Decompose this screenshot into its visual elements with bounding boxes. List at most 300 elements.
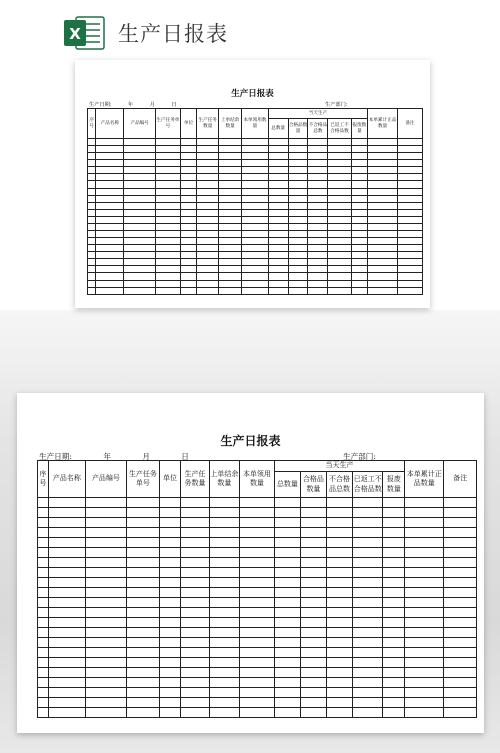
table-cell[interactable]	[38, 688, 49, 698]
table-cell[interactable]	[288, 245, 308, 252]
table-cell[interactable]	[218, 209, 241, 216]
table-cell[interactable]	[38, 608, 49, 618]
table-cell[interactable]	[96, 259, 124, 266]
table-cell[interactable]	[328, 146, 351, 153]
table-cell[interactable]	[38, 698, 49, 708]
table-cell[interactable]	[209, 588, 239, 598]
table-cell[interactable]	[127, 498, 160, 508]
table-cell[interactable]	[218, 160, 241, 167]
table-cell[interactable]	[155, 287, 180, 294]
table-cell[interactable]	[159, 588, 181, 598]
table-cell[interactable]	[326, 508, 352, 518]
table-cell[interactable]	[242, 238, 269, 245]
table-cell[interactable]	[85, 498, 126, 508]
table-cell[interactable]	[326, 528, 352, 538]
table-cell[interactable]	[326, 708, 352, 718]
table-cell[interactable]	[328, 223, 351, 230]
table-cell[interactable]	[181, 688, 209, 698]
table-cell[interactable]	[209, 658, 239, 668]
table-cell[interactable]	[308, 216, 328, 223]
table-cell[interactable]	[308, 139, 328, 146]
table-cell[interactable]	[240, 628, 275, 638]
table-cell[interactable]	[88, 202, 96, 209]
table-cell[interactable]	[274, 518, 300, 528]
table-cell[interactable]	[124, 167, 156, 174]
table-cell[interactable]	[268, 259, 288, 266]
table-cell[interactable]	[274, 688, 300, 698]
table-cell[interactable]	[351, 273, 368, 280]
table-cell[interactable]	[124, 231, 156, 238]
table-cell[interactable]	[326, 578, 352, 588]
table-cell[interactable]	[85, 568, 126, 578]
table-cell[interactable]	[218, 287, 241, 294]
table-cell[interactable]	[159, 598, 181, 608]
table-cell[interactable]	[368, 216, 398, 223]
table-cell[interactable]	[288, 223, 308, 230]
table-cell[interactable]	[218, 231, 241, 238]
table-cell[interactable]	[181, 518, 209, 528]
table-cell[interactable]	[159, 518, 181, 528]
table-cell[interactable]	[218, 252, 241, 259]
table-cell[interactable]	[383, 578, 405, 588]
table-cell[interactable]	[326, 628, 352, 638]
table-cell[interactable]	[353, 498, 383, 508]
table-cell[interactable]	[308, 231, 328, 238]
table-cell[interactable]	[88, 273, 96, 280]
table-cell[interactable]	[88, 139, 96, 146]
table-cell[interactable]	[240, 638, 275, 648]
table-cell[interactable]	[181, 628, 209, 638]
table-cell[interactable]	[274, 578, 300, 588]
table-cell[interactable]	[96, 139, 124, 146]
table-cell[interactable]	[124, 223, 156, 230]
table-cell[interactable]	[398, 266, 423, 273]
table-cell[interactable]	[328, 209, 351, 216]
table-cell[interactable]	[88, 259, 96, 266]
table-cell[interactable]	[124, 216, 156, 223]
table-cell[interactable]	[353, 708, 383, 718]
table-cell[interactable]	[308, 160, 328, 167]
table-cell[interactable]	[288, 167, 308, 174]
table-cell[interactable]	[218, 174, 241, 181]
table-cell[interactable]	[308, 273, 328, 280]
table-cell[interactable]	[274, 568, 300, 578]
table-cell[interactable]	[124, 209, 156, 216]
table-cell[interactable]	[353, 698, 383, 708]
table-cell[interactable]	[351, 181, 368, 188]
table-cell[interactable]	[328, 287, 351, 294]
table-cell[interactable]	[38, 708, 49, 718]
table-cell[interactable]	[383, 548, 405, 558]
table-cell[interactable]	[274, 708, 300, 718]
table-cell[interactable]	[444, 508, 477, 518]
table-cell[interactable]	[242, 153, 269, 160]
table-cell[interactable]	[274, 548, 300, 558]
table-cell[interactable]	[127, 668, 160, 678]
table-cell[interactable]	[209, 688, 239, 698]
table-cell[interactable]	[197, 209, 219, 216]
table-cell[interactable]	[308, 153, 328, 160]
table-cell[interactable]	[268, 252, 288, 259]
table-cell[interactable]	[88, 223, 96, 230]
table-cell[interactable]	[197, 252, 219, 259]
table-cell[interactable]	[351, 287, 368, 294]
table-cell[interactable]	[180, 259, 197, 266]
table-cell[interactable]	[383, 688, 405, 698]
table-cell[interactable]	[48, 508, 85, 518]
table-cell[interactable]	[288, 287, 308, 294]
table-cell[interactable]	[218, 167, 241, 174]
table-cell[interactable]	[209, 568, 239, 578]
table-cell[interactable]	[368, 273, 398, 280]
table-cell[interactable]	[353, 588, 383, 598]
table-cell[interactable]	[209, 578, 239, 588]
table-cell[interactable]	[351, 252, 368, 259]
table-cell[interactable]	[398, 287, 423, 294]
table-cell[interactable]	[300, 538, 326, 548]
table-cell[interactable]	[383, 538, 405, 548]
table-cell[interactable]	[326, 568, 352, 578]
table-cell[interactable]	[383, 678, 405, 688]
table-cell[interactable]	[368, 195, 398, 202]
table-cell[interactable]	[38, 538, 49, 548]
table-cell[interactable]	[240, 538, 275, 548]
table-cell[interactable]	[383, 518, 405, 528]
table-cell[interactable]	[181, 618, 209, 628]
table-cell[interactable]	[268, 223, 288, 230]
table-cell[interactable]	[48, 658, 85, 668]
table-cell[interactable]	[96, 202, 124, 209]
table-cell[interactable]	[274, 648, 300, 658]
table-cell[interactable]	[351, 266, 368, 273]
table-cell[interactable]	[288, 216, 308, 223]
table-cell[interactable]	[308, 174, 328, 181]
table-cell[interactable]	[268, 287, 288, 294]
table-cell[interactable]	[155, 238, 180, 245]
table-cell[interactable]	[308, 146, 328, 153]
table-cell[interactable]	[328, 139, 351, 146]
table-cell[interactable]	[444, 578, 477, 588]
table-cell[interactable]	[85, 578, 126, 588]
table-cell[interactable]	[398, 231, 423, 238]
table-cell[interactable]	[197, 231, 219, 238]
table-cell[interactable]	[159, 678, 181, 688]
table-cell[interactable]	[405, 598, 444, 608]
table-cell[interactable]	[368, 223, 398, 230]
table-cell[interactable]	[274, 508, 300, 518]
table-cell[interactable]	[444, 688, 477, 698]
table-cell[interactable]	[383, 588, 405, 598]
table-cell[interactable]	[274, 598, 300, 608]
table-cell[interactable]	[353, 528, 383, 538]
table-cell[interactable]	[398, 181, 423, 188]
table-cell[interactable]	[209, 708, 239, 718]
table-cell[interactable]	[368, 160, 398, 167]
table-cell[interactable]	[242, 167, 269, 174]
table-cell[interactable]	[88, 153, 96, 160]
table-cell[interactable]	[444, 548, 477, 558]
table-cell[interactable]	[197, 216, 219, 223]
table-cell[interactable]	[444, 708, 477, 718]
table-cell[interactable]	[351, 153, 368, 160]
table-cell[interactable]	[353, 578, 383, 588]
table-cell[interactable]	[268, 167, 288, 174]
table-cell[interactable]	[127, 508, 160, 518]
table-cell[interactable]	[48, 618, 85, 628]
table-cell[interactable]	[328, 245, 351, 252]
table-cell[interactable]	[209, 528, 239, 538]
table-cell[interactable]	[351, 245, 368, 252]
table-cell[interactable]	[85, 648, 126, 658]
table-cell[interactable]	[197, 174, 219, 181]
table-cell[interactable]	[444, 598, 477, 608]
table-cell[interactable]	[268, 174, 288, 181]
table-cell[interactable]	[155, 174, 180, 181]
table-cell[interactable]	[288, 280, 308, 287]
table-cell[interactable]	[159, 528, 181, 538]
table-cell[interactable]	[300, 678, 326, 688]
table-cell[interactable]	[127, 618, 160, 628]
table-cell[interactable]	[383, 708, 405, 718]
table-cell[interactable]	[181, 508, 209, 518]
table-cell[interactable]	[300, 638, 326, 648]
table-cell[interactable]	[242, 287, 269, 294]
table-cell[interactable]	[368, 266, 398, 273]
table-cell[interactable]	[242, 195, 269, 202]
table-cell[interactable]	[308, 223, 328, 230]
table-cell[interactable]	[96, 231, 124, 238]
table-cell[interactable]	[48, 518, 85, 528]
table-cell[interactable]	[405, 678, 444, 688]
table-cell[interactable]	[159, 578, 181, 588]
table-cell[interactable]	[88, 174, 96, 181]
table-cell[interactable]	[444, 568, 477, 578]
table-cell[interactable]	[444, 538, 477, 548]
table-cell[interactable]	[124, 202, 156, 209]
table-cell[interactable]	[288, 195, 308, 202]
table-cell[interactable]	[155, 273, 180, 280]
table-cell[interactable]	[398, 280, 423, 287]
table-cell[interactable]	[405, 708, 444, 718]
table-cell[interactable]	[48, 638, 85, 648]
table-cell[interactable]	[368, 280, 398, 287]
table-cell[interactable]	[88, 252, 96, 259]
table-cell[interactable]	[398, 195, 423, 202]
table-cell[interactable]	[351, 209, 368, 216]
table-cell[interactable]	[398, 202, 423, 209]
table-cell[interactable]	[353, 568, 383, 578]
table-cell[interactable]	[180, 245, 197, 252]
table-cell[interactable]	[85, 588, 126, 598]
table-cell[interactable]	[328, 280, 351, 287]
table-cell[interactable]	[155, 146, 180, 153]
table-cell[interactable]	[38, 558, 49, 568]
table-cell[interactable]	[197, 167, 219, 174]
table-cell[interactable]	[300, 618, 326, 628]
table-cell[interactable]	[242, 181, 269, 188]
table-cell[interactable]	[242, 245, 269, 252]
table-cell[interactable]	[405, 688, 444, 698]
table-cell[interactable]	[444, 608, 477, 618]
table-cell[interactable]	[124, 266, 156, 273]
table-cell[interactable]	[155, 252, 180, 259]
table-cell[interactable]	[38, 518, 49, 528]
table-cell[interactable]	[159, 648, 181, 658]
table-cell[interactable]	[353, 638, 383, 648]
table-cell[interactable]	[444, 678, 477, 688]
table-cell[interactable]	[180, 160, 197, 167]
table-cell[interactable]	[300, 608, 326, 618]
table-cell[interactable]	[96, 209, 124, 216]
table-cell[interactable]	[197, 223, 219, 230]
table-cell[interactable]	[127, 678, 160, 688]
table-cell[interactable]	[268, 266, 288, 273]
table-cell[interactable]	[268, 139, 288, 146]
table-cell[interactable]	[274, 698, 300, 708]
table-cell[interactable]	[159, 498, 181, 508]
table-cell[interactable]	[155, 223, 180, 230]
table-cell[interactable]	[242, 146, 269, 153]
table-cell[interactable]	[155, 195, 180, 202]
table-cell[interactable]	[405, 648, 444, 658]
table-cell[interactable]	[274, 608, 300, 618]
table-cell[interactable]	[274, 678, 300, 688]
table-cell[interactable]	[274, 538, 300, 548]
table-cell[interactable]	[155, 216, 180, 223]
table-cell[interactable]	[444, 638, 477, 648]
table-cell[interactable]	[127, 648, 160, 658]
table-cell[interactable]	[398, 139, 423, 146]
table-cell[interactable]	[127, 538, 160, 548]
table-cell[interactable]	[328, 181, 351, 188]
table-cell[interactable]	[268, 160, 288, 167]
table-cell[interactable]	[328, 231, 351, 238]
table-cell[interactable]	[308, 238, 328, 245]
table-cell[interactable]	[383, 698, 405, 708]
table-cell[interactable]	[38, 648, 49, 658]
table-cell[interactable]	[209, 538, 239, 548]
table-cell[interactable]	[181, 668, 209, 678]
table-cell[interactable]	[96, 245, 124, 252]
table-cell[interactable]	[180, 209, 197, 216]
table-cell[interactable]	[368, 139, 398, 146]
table-cell[interactable]	[180, 139, 197, 146]
table-cell[interactable]	[405, 568, 444, 578]
table-cell[interactable]	[242, 259, 269, 266]
table-cell[interactable]	[85, 688, 126, 698]
table-cell[interactable]	[240, 598, 275, 608]
table-cell[interactable]	[159, 558, 181, 568]
table-cell[interactable]	[308, 287, 328, 294]
table-cell[interactable]	[308, 167, 328, 174]
table-cell[interactable]	[96, 223, 124, 230]
table-cell[interactable]	[124, 252, 156, 259]
table-cell[interactable]	[268, 209, 288, 216]
table-cell[interactable]	[209, 698, 239, 708]
table-cell[interactable]	[398, 273, 423, 280]
table-cell[interactable]	[159, 548, 181, 558]
table-cell[interactable]	[180, 238, 197, 245]
table-cell[interactable]	[96, 280, 124, 287]
table-cell[interactable]	[180, 266, 197, 273]
table-cell[interactable]	[383, 508, 405, 518]
table-cell[interactable]	[326, 638, 352, 648]
table-cell[interactable]	[209, 668, 239, 678]
table-cell[interactable]	[38, 588, 49, 598]
table-cell[interactable]	[180, 153, 197, 160]
table-cell[interactable]	[85, 628, 126, 638]
table-cell[interactable]	[300, 528, 326, 538]
table-cell[interactable]	[155, 153, 180, 160]
table-cell[interactable]	[300, 698, 326, 708]
table-cell[interactable]	[300, 578, 326, 588]
table-cell[interactable]	[268, 238, 288, 245]
table-cell[interactable]	[288, 252, 308, 259]
table-cell[interactable]	[85, 528, 126, 538]
table-cell[interactable]	[242, 280, 269, 287]
table-cell[interactable]	[308, 252, 328, 259]
table-cell[interactable]	[197, 266, 219, 273]
table-cell[interactable]	[328, 266, 351, 273]
table-cell[interactable]	[444, 668, 477, 678]
table-cell[interactable]	[124, 259, 156, 266]
table-cell[interactable]	[209, 498, 239, 508]
table-cell[interactable]	[159, 568, 181, 578]
table-cell[interactable]	[383, 618, 405, 628]
table-cell[interactable]	[180, 273, 197, 280]
table-cell[interactable]	[96, 216, 124, 223]
table-cell[interactable]	[268, 195, 288, 202]
table-cell[interactable]	[351, 146, 368, 153]
table-cell[interactable]	[398, 209, 423, 216]
table-cell[interactable]	[351, 174, 368, 181]
table-cell[interactable]	[326, 558, 352, 568]
table-cell[interactable]	[405, 628, 444, 638]
table-cell[interactable]	[240, 658, 275, 668]
table-cell[interactable]	[48, 558, 85, 568]
table-cell[interactable]	[127, 628, 160, 638]
table-cell[interactable]	[88, 188, 96, 195]
table-cell[interactable]	[300, 568, 326, 578]
table-cell[interactable]	[328, 160, 351, 167]
table-cell[interactable]	[181, 678, 209, 688]
table-cell[interactable]	[181, 568, 209, 578]
table-cell[interactable]	[444, 528, 477, 538]
table-cell[interactable]	[85, 538, 126, 548]
table-cell[interactable]	[197, 160, 219, 167]
table-cell[interactable]	[48, 668, 85, 678]
table-cell[interactable]	[240, 708, 275, 718]
table-cell[interactable]	[353, 548, 383, 558]
table-cell[interactable]	[159, 638, 181, 648]
table-cell[interactable]	[353, 628, 383, 638]
table-cell[interactable]	[159, 628, 181, 638]
table-cell[interactable]	[218, 280, 241, 287]
table-cell[interactable]	[368, 181, 398, 188]
table-cell[interactable]	[85, 518, 126, 528]
table-cell[interactable]	[180, 252, 197, 259]
table-cell[interactable]	[88, 216, 96, 223]
table-cell[interactable]	[88, 245, 96, 252]
table-cell[interactable]	[96, 181, 124, 188]
table-cell[interactable]	[124, 139, 156, 146]
table-cell[interactable]	[48, 688, 85, 698]
table-cell[interactable]	[38, 568, 49, 578]
table-cell[interactable]	[288, 174, 308, 181]
table-cell[interactable]	[398, 153, 423, 160]
table-cell[interactable]	[268, 231, 288, 238]
table-cell[interactable]	[242, 160, 269, 167]
